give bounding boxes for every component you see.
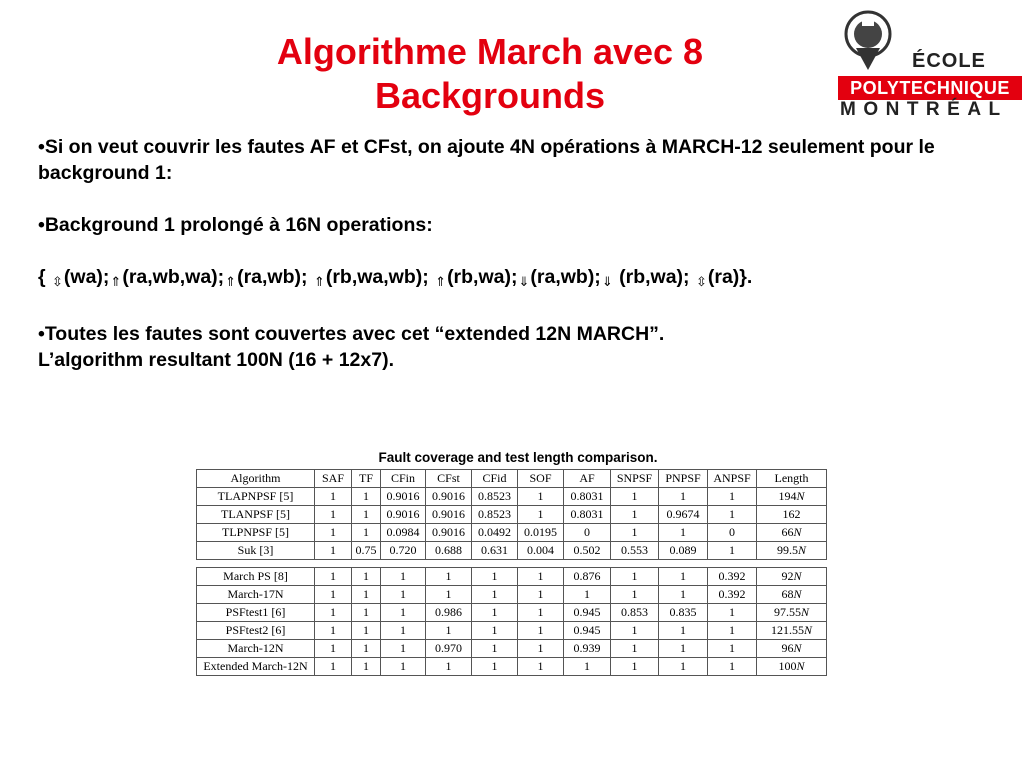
table-cell: 0.8523 [472,506,518,524]
table-cell: 96N [757,640,827,658]
table-cell: 68N [757,586,827,604]
table-cell: 1 [352,586,381,604]
table-header-cell: ANPSF [708,470,757,488]
arrow-updown-icon: ⇳ [52,274,63,289]
table-cell: 1 [381,640,426,658]
arrow-up-icon: ⇑ [313,274,325,289]
table-cell: 1 [659,586,708,604]
table-cell: 0.9016 [381,488,426,506]
table-header-cell: SAF [315,470,352,488]
table-cell: 1 [352,658,381,676]
algorithm-name-cell: March-17N [197,586,315,604]
table-cell: 1 [315,506,352,524]
table-cell: 1 [611,586,659,604]
table-cell: 1 [611,568,659,586]
table-cell: 1 [659,640,708,658]
table-cell: 1 [352,524,381,542]
table-cell: 66N [757,524,827,542]
table-cell: 0.986 [426,604,472,622]
table-cell: 0.0195 [518,524,564,542]
table-cell: 1 [381,658,426,676]
table-row [197,658,827,676]
table-cell: 1 [708,640,757,658]
table-cell: 1 [708,488,757,506]
table-cell: 1 [708,506,757,524]
table-cell: 1 [659,488,708,506]
algorithm-name-cell: Extended March-12N [197,658,315,676]
table-row [197,640,827,658]
algorithm-name-cell: March PS [8] [197,568,315,586]
table-cell: 0.9016 [426,506,472,524]
table-cell: 1 [518,488,564,506]
table-cell: 1 [611,658,659,676]
table-cell: 0.876 [564,568,611,586]
bullet-3-cont: L’algorithm resultant 100N (16 + 12x7). [38,349,395,371]
table-row [197,604,827,622]
table-cell: 1 [352,568,381,586]
table-cell: 1 [708,622,757,640]
table-cell: 1 [472,622,518,640]
table-cell: 0 [564,524,611,542]
arrow-down-icon: ⇓ [518,274,530,289]
title-line-1: Algorithme March avec 8 [276,31,704,72]
table-cell: 0.9016 [381,506,426,524]
algorithm-name-cell: Suk [3] [197,542,315,560]
table-cell: 1 [611,524,659,542]
table-cell: 194N [757,488,827,506]
crest-emblem-icon [838,8,898,74]
table-cell: 1 [315,568,352,586]
table-cell: 1 [659,568,708,586]
table-cell: 1 [352,488,381,506]
algorithm-name-cell: TLAPNPSF [5] [197,488,315,506]
table-cell: 1 [426,568,472,586]
table-cell: 99.5N [757,542,827,560]
table-header-cell: CFid [472,470,518,488]
march-formula: { ⇳(wa);⇑(ra,wb,wa);⇑(ra,wb); ⇑(rb,wa,wb); ⇑(rb,wa);⇓(ra,wb);⇓ (rb,wa); ⇳(ra)}. [38,266,753,289]
bullet-2: •Background 1 prolongé à 16N operations: [38,214,433,236]
table-header-cell: SOF [518,470,564,488]
table-cell: 1 [472,658,518,676]
table-cell: 0.939 [564,640,611,658]
table-cell: 0.089 [659,542,708,560]
table-cell: 1 [315,488,352,506]
table-cell: 1 [352,506,381,524]
bullet-3: •Toutes les fautes sont couvertes avec cet “extended 12N MARCH”. [38,323,665,345]
table-row [197,568,827,586]
table-row [197,586,827,604]
table-header-cell: AF [564,470,611,488]
table-cell: 121.55N [757,622,827,640]
coverage-table-group-1 [196,469,827,560]
logo-line-polytechnique: POLYTECHNIQUE [838,76,1022,100]
table-cell: 1 [659,524,708,542]
school-logo [832,6,1022,118]
table-cell: 1 [352,622,381,640]
slide-body [38,134,1018,373]
table-cell: 0.392 [708,586,757,604]
table-cell: 0.8031 [564,506,611,524]
table-cell: 1 [659,658,708,676]
table-cell: 0.835 [659,604,708,622]
table-cell: 0.9016 [426,488,472,506]
table-row [197,524,827,542]
table-cell: 1 [518,604,564,622]
table-cell: 0.720 [381,542,426,560]
table-cell: 1 [315,586,352,604]
algorithm-name-cell: PSFtest2 [6] [197,622,315,640]
table-cell: 1 [315,658,352,676]
coverage-table-group-2 [196,567,827,676]
table-cell: 1 [472,604,518,622]
table-cell: 1 [518,506,564,524]
table-cell: 0.631 [472,542,518,560]
table-cell: 0.9016 [426,524,472,542]
table-cell: 0.688 [426,542,472,560]
table-row [197,506,827,524]
logo-line-ecole: ÉCOLE [912,50,986,72]
table-row [197,488,827,506]
table-cell: 92N [757,568,827,586]
table-cell: 1 [518,640,564,658]
table-header-cell: CFin [381,470,426,488]
table-cell: 0.75 [352,542,381,560]
table-cell: 162 [757,506,827,524]
table-header-row [197,470,827,488]
table-cell: 1 [315,524,352,542]
table-cell: 1 [426,622,472,640]
table-cell: 1 [381,604,426,622]
table-cell: 1 [381,568,426,586]
algorithm-name-cell: PSFtest1 [6] [197,604,315,622]
table-cell: 1 [611,622,659,640]
arrow-down-icon: ⇓ [601,274,613,289]
table-cell: 0.392 [708,568,757,586]
logo-line-montreal: MONTRÉAL [840,99,1008,120]
table-cell: 1 [426,586,472,604]
table-cell: 100N [757,658,827,676]
slide-title [180,30,800,118]
table-cell: 1 [564,658,611,676]
table-cell: 1 [708,604,757,622]
table-cell: 1 [381,622,426,640]
table-cell: 1 [518,658,564,676]
table-cell: 1 [472,640,518,658]
table-cell: 1 [472,586,518,604]
table-cell: 0 [708,524,757,542]
table-row [197,542,827,560]
table-cell: 0.970 [426,640,472,658]
table-cell: 0.9674 [659,506,708,524]
table-cell: 0.8523 [472,488,518,506]
table-cell: 97.55N [757,604,827,622]
table-cell: 1 [315,604,352,622]
table-cell: 1 [659,622,708,640]
arrow-up-icon: ⇑ [225,274,237,289]
table-caption: Fault coverage and test length comparison. [378,450,658,465]
table-cell: 1 [381,586,426,604]
algorithm-name-cell: March-12N [197,640,315,658]
table-cell: 1 [315,640,352,658]
table-header-cell: CFst [426,470,472,488]
table-cell: 1 [352,640,381,658]
table-header-cell: TF [352,470,381,488]
table-header-cell: Length [757,470,827,488]
arrow-updown-icon: ⇳ [695,274,707,289]
table-cell: 0.0492 [472,524,518,542]
table-cell: 1 [611,506,659,524]
table-cell: 1 [315,542,352,560]
table-cell: 1 [518,622,564,640]
table-cell: 1 [518,568,564,586]
table-cell: 1 [611,640,659,658]
table-cell: 1 [472,568,518,586]
table-cell: 1 [315,622,352,640]
table-cell: 0.853 [611,604,659,622]
table-header-cell: Algorithm [197,470,315,488]
algorithm-name-cell: TLPNPSF [5] [197,524,315,542]
table-header-cell: PNPSF [659,470,708,488]
table-cell: 0.945 [564,604,611,622]
table-cell: 1 [708,658,757,676]
table-cell: 1 [708,542,757,560]
table-cell: 1 [352,604,381,622]
table-cell: 0.8031 [564,488,611,506]
bullet-1: •Si on veut couvrir les fautes AF et CFst, on ajoute 4N opérations à MARCH-12 seulement pour le background 1: [38,136,935,184]
table-header-cell: SNPSF [611,470,659,488]
table-cell: 0.502 [564,542,611,560]
table-cell: 1 [564,586,611,604]
title-line-2: Backgrounds [374,75,606,116]
algorithm-name-cell: TLANPSF [5] [197,506,315,524]
table-cell: 1 [611,488,659,506]
table-cell: 0.945 [564,622,611,640]
table-cell: 0.553 [611,542,659,560]
table-row [197,622,827,640]
table-cell: 1 [426,658,472,676]
arrow-up-icon: ⇑ [110,274,122,289]
table-cell: 1 [518,586,564,604]
table-cell: 0.0984 [381,524,426,542]
table-cell: 0.004 [518,542,564,560]
arrow-up-icon: ⇑ [435,274,447,289]
